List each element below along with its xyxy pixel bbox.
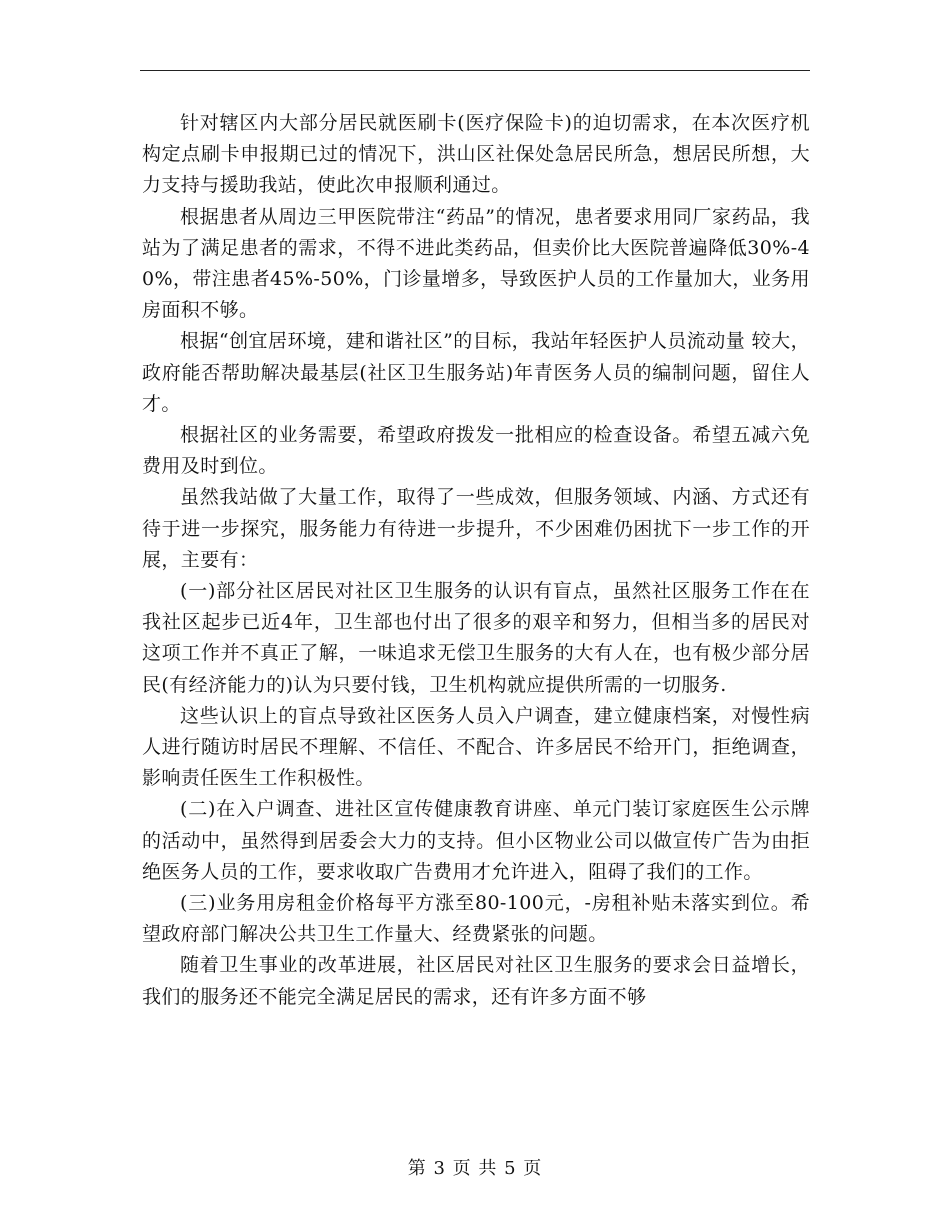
paragraph: 随着卫生事业的改革进展，社区居民对社区卫生服务的要求会日益增长，我们的服务还不能完全满足居民的需求，还有许多方面不够 [142, 954, 810, 1008]
header-rule [140, 70, 810, 71]
paragraph: (一)部分社区居民对社区卫生服务的认识有盲点，虽然社区服务工作在在我社区起步已近4年，卫生部也付出了很多的艰辛和努力，但相当多的居民对这项工作并不真正了解，一味追求无偿卫生服务的大有人在，也有极少部分居民(有经济能力的)认为只要付钱，卫生机构就应提供所需的一切服务. [142, 580, 810, 696]
paragraph: 根据“创宜居环境，建和谐社区”的目标，我站年轻医护人员流动量 较大，政府能否帮助解决最基层(社区卫生服务站)年青医务人员的编制问题，留住人才。 [142, 330, 810, 415]
paragraph: 根据社区的业务需要，希望政府拨发一批相应的检查设备。希望五减六免费用及时到位。 [142, 424, 810, 478]
paragraph: 这些认识上的盲点导致社区医务人员入户调查，建立健康档案，对慢性病人进行随访时居民不理解、不信任、不配合、许多居民不给开门，拒绝调查，影响责任医生工作积极性。 [142, 704, 810, 790]
document-body [142, 108, 810, 1013]
paragraph: 针对辖区内大部分居民就医刷卡(医疗保险卡)的迫切需求，在本次医疗机构定点刷卡申报期已过的情况下，洪山区社保处急居民所急，想居民所想，大力支持与援助我站，使此次申报顺利通过。 [142, 112, 810, 197]
paragraph: (二)在入户调查、进社区宣传健康教育讲座、单元门装订家庭医生公示牌的活动中，虽然得到居委会大力的支持。但小区物业公司以做宣传广告为由拒绝医务人员的工作，要求收取广告费用才允许进入，阻碍了我们的工作。 [142, 798, 810, 883]
paragraph: (三)业务用房租金价格每平方涨至80-100元，-房租补贴未落实到位。希望政府部门解决公共卫生工作量大、经费紧张的问题。 [142, 892, 810, 946]
paragraph: 根据患者从周边三甲医院带注“药品”的情况，患者要求用同厂家药品，我站为了满足患者的需求，不得不进此类药品，但卖价比大医院普遍降低30%-40%，带注患者45%-50%，门诊量增多，导致医护人员的工作量加大，业务用房面积不够。 [142, 205, 810, 322]
page-number: 第 3 页 共 5 页 [407, 1158, 543, 1179]
paragraph: 虽然我站做了大量工作，取得了一些成效，但服务领域、内涵、方式还有待于进一步探究，服务能力有待进一步提升，不少困难仍困扰下一步工作的开展，主要有： [142, 486, 810, 571]
